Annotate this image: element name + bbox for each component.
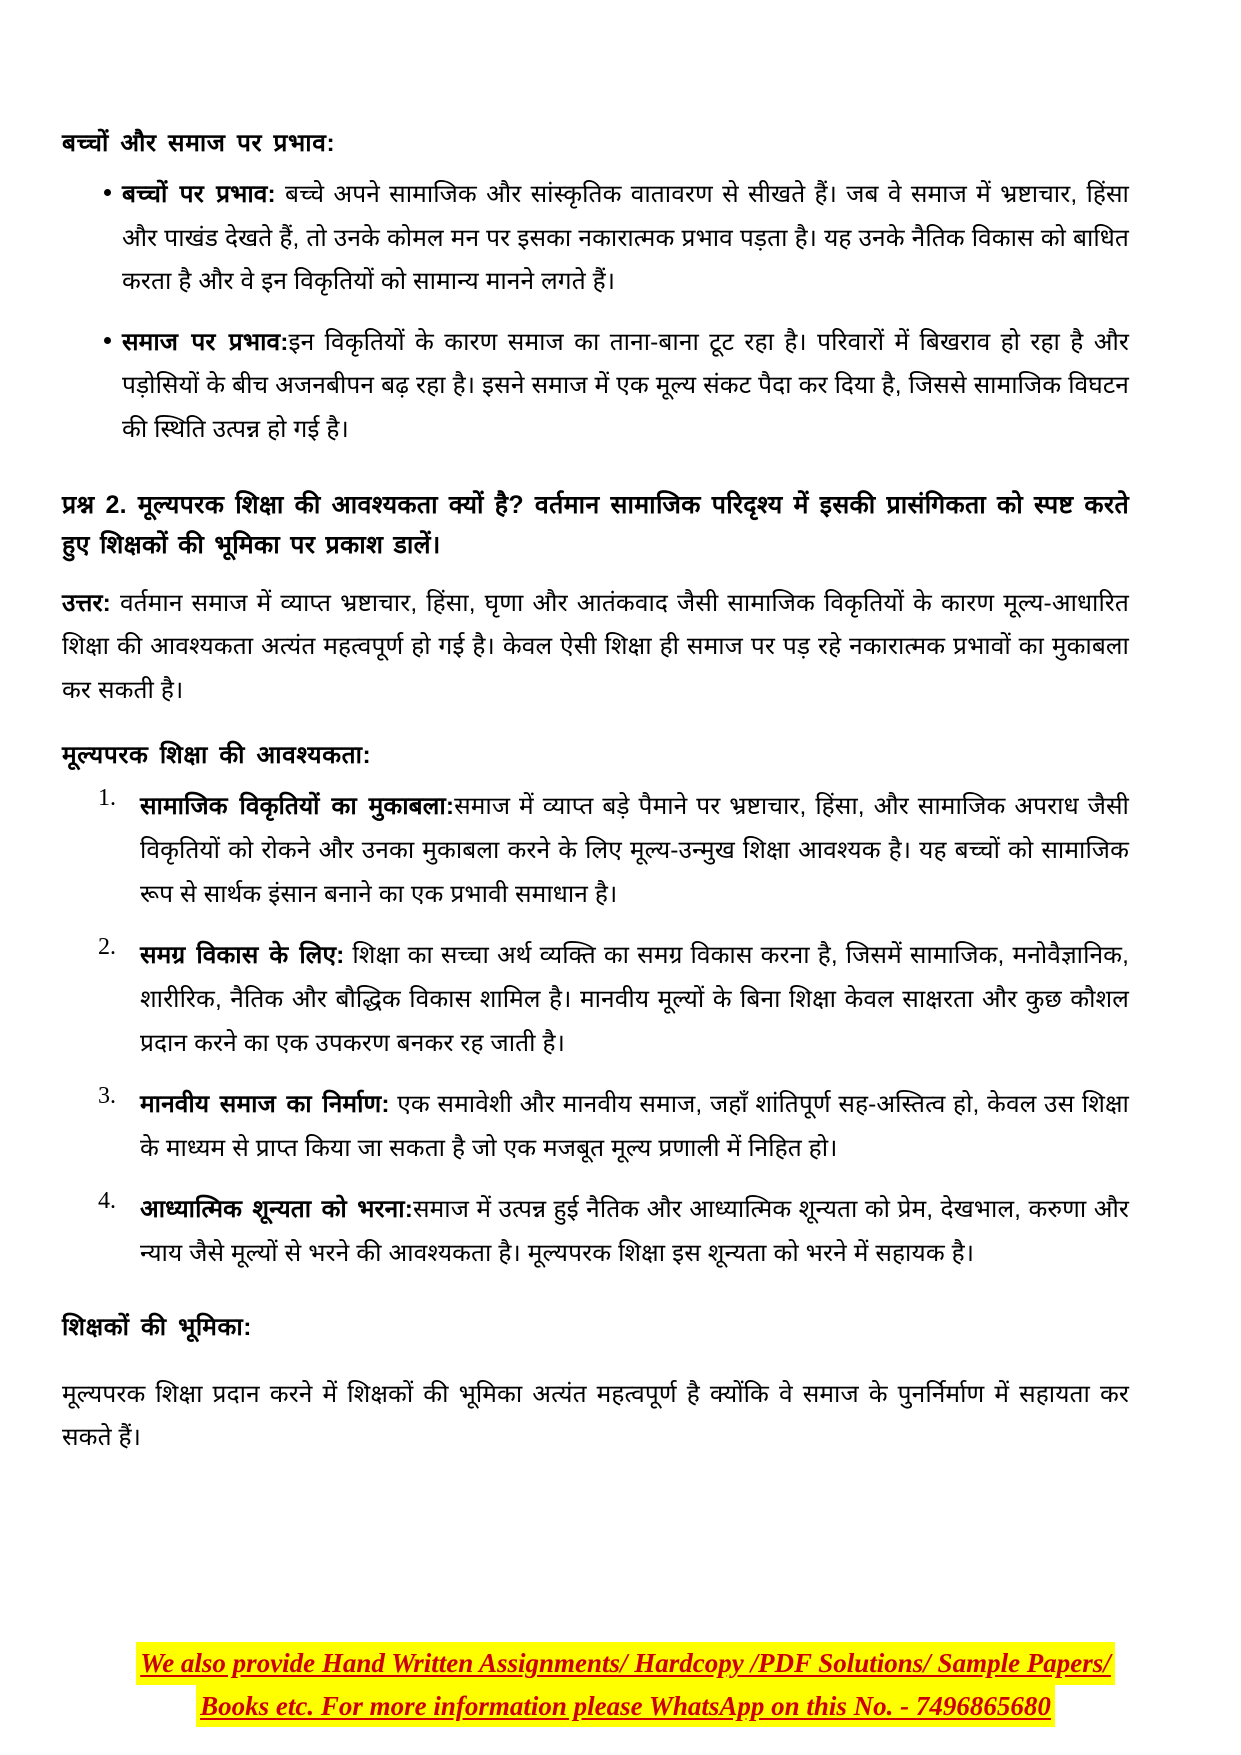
spacer (62, 566, 1129, 582)
list-item-lead-label: मानवीय समाज का निर्माण: (140, 1091, 390, 1119)
spacer (62, 1357, 1129, 1373)
answer-paragraph (62, 582, 1129, 713)
bullet-body-text: बच्चे अपने सामाजिक और सांस्कृतिक वातावरण से सीखते हैं। जब वे समाज में भ्रष्टाचार, हिंसा और पाखंड देखते हैं, तो उनके कोमल मन पर इसका नकारात्मक प्रभाव पड़ता है। यह उनके नैतिक विकास को बाधित करता है और वे इन विकृतियों को सामान्य मानने लगते हैं। (122, 181, 1129, 296)
spacer (62, 469, 1129, 485)
numbered-paragraph (140, 785, 1129, 916)
promo-banner-line-1: We also provide Hand Written Assignments/ Hardcopy /PDF Solutions/ Sample Papers/ (136, 1642, 1115, 1684)
bullet-paragraph (122, 321, 1129, 452)
list-item-number: 2. (98, 934, 116, 961)
bullet-lead-label: समाज पर प्रभाव: (122, 328, 289, 356)
section-heading-impact: बच्चों और समाज पर प्रभाव: (62, 130, 336, 157)
list-item-lead-label: आध्यात्मिक शून्यता को भरना: (140, 1196, 413, 1224)
list-item-body-text: शिक्षा का सच्चा अर्थ व्यक्ति का समग्र विकास करना है, जिसमें सामाजिक, मनोवैज्ञानिक, शारीरिक, नैतिक और बौद्धिक विकास शामिल है। मानवीय मूल्यों के बिना शिक्षा केवल साक्षरता और कुछ कौशल प्रदान करने का एक उपकरण बनकर रह जाती है। (140, 942, 1129, 1057)
list-item-body-text: एक समावेशी और मानवीय समाज, जहाँ शांतिपूर्ण सह-अस्तित्व हो, केवल उस शिक्षा के माध्यम से प्राप्त किया जा सकता है जो एक मजबूत मूल्य प्रणाली में निहित हो। (140, 1091, 1129, 1162)
need-numbered-list (62, 785, 1129, 1275)
list-item-lead-label: सामाजिक विकृतियों का मुकाबला: (140, 793, 455, 821)
promo-banner-line-2: Books etc. For more information please WhatsApp on this No. - 7496865680 (196, 1685, 1055, 1727)
spacer (62, 712, 1129, 738)
promo-banner (62, 1642, 1189, 1727)
section-heading-teacher-role: शिक्षकों की भूमिका: (62, 1313, 253, 1341)
bullet-body-text: इन विकृतियों के कारण समाज का ताना-बाना टूट रहा है। परिवारों में बिखराव हो रहा है और पड़ोसियों के बीच अजनबीपन बढ़ रहा है। इसने समाज में एक मूल्य संकट पैदा कर दिया है, जिससे सामाजिक विघटन की स्थिति उत्पन्न हो गई है। (122, 328, 1130, 444)
numbered-paragraph (140, 1083, 1129, 1170)
list-item-number: 1. (98, 785, 116, 812)
numbered-paragraph (140, 1188, 1129, 1275)
impact-bullet-list (62, 173, 1129, 452)
promo-banner-line-1-wrapper (62, 1642, 1189, 1684)
list-item (62, 785, 1129, 916)
list-item (62, 1188, 1129, 1275)
question-heading: प्रश्न 2. मूल्यपरक शिक्षा की आवश्यकता क्यों है? वर्तमान सामाजिक परिदृश्य में इसकी प्रासंगिकता को स्पष्ट करते हुए शिक्षकों की भूमिका पर प्रकाश डालें। (62, 490, 1129, 560)
list-item-body-text: समाज में व्याप्त बड़े पैमाने पर भ्रष्टाचार, हिंसा, और सामाजिक अपराध जैसी विकृतियों को रोकने और उनका मुकाबला करने के लिए मूल्य-उन्मुख शिक्षा आवश्यक है। यह बच्चों को सामाजिक रूप से सार्थक इंसान बनाने का एक प्रभावी समाधान है। (140, 793, 1129, 908)
list-item-number: 4. (98, 1188, 116, 1215)
bullet-paragraph (122, 173, 1129, 304)
bullet-dot-icon (104, 337, 111, 344)
bullet-dot-icon (104, 189, 111, 196)
list-item-body-text: समाज में उत्पन्न हुई नैतिक और आध्यात्मिक शून्यता को प्रेम, देखभाल, करुणा और न्याय जैसे मूल्यों से भरने की आवश्यकता है। मूल्यपरक शिक्षा इस शून्यता को भरने में सहायक है। (140, 1196, 1129, 1267)
spacer (62, 1294, 1129, 1310)
list-item-lead-label: समग्र विकास के लिए: (140, 942, 345, 970)
list-item (62, 321, 1129, 452)
numbered-paragraph (140, 934, 1129, 1065)
list-item-number: 3. (98, 1083, 116, 1110)
list-item (62, 934, 1129, 1065)
section-heading-need: मूल्यपरक शिक्षा की आवश्यकता: (62, 742, 372, 770)
bullet-lead-label: बच्चों पर प्रभाव: (122, 181, 276, 208)
teacher-role-paragraph: मूल्यपरक शिक्षा प्रदान करने में शिक्षकों की भूमिका अत्यंत महत्वपूर्ण है क्योंकि वे समाज के पुनर्निर्माण में सहायता कर सकते हैं। (62, 1380, 1129, 1452)
answer-text: वर्तमान समाज में व्याप्त भ्रष्टाचार, हिंसा, घृणा और आतंकवाद जैसी सामाजिक विकृतियों के कारण मूल्य-आधारित शिक्षा की आवश्यकता अत्यंत महत्वपूर्ण हो गई है। केवल ऐसी शिक्षा ही समाज पर पड़ रहे नकारात्मक प्रभावों का मुकाबला कर सकती है। (62, 589, 1129, 704)
list-item (62, 173, 1129, 304)
list-item (62, 1083, 1129, 1170)
promo-banner-line-2-wrapper (62, 1685, 1189, 1727)
answer-label: उत्तर: (62, 589, 111, 617)
